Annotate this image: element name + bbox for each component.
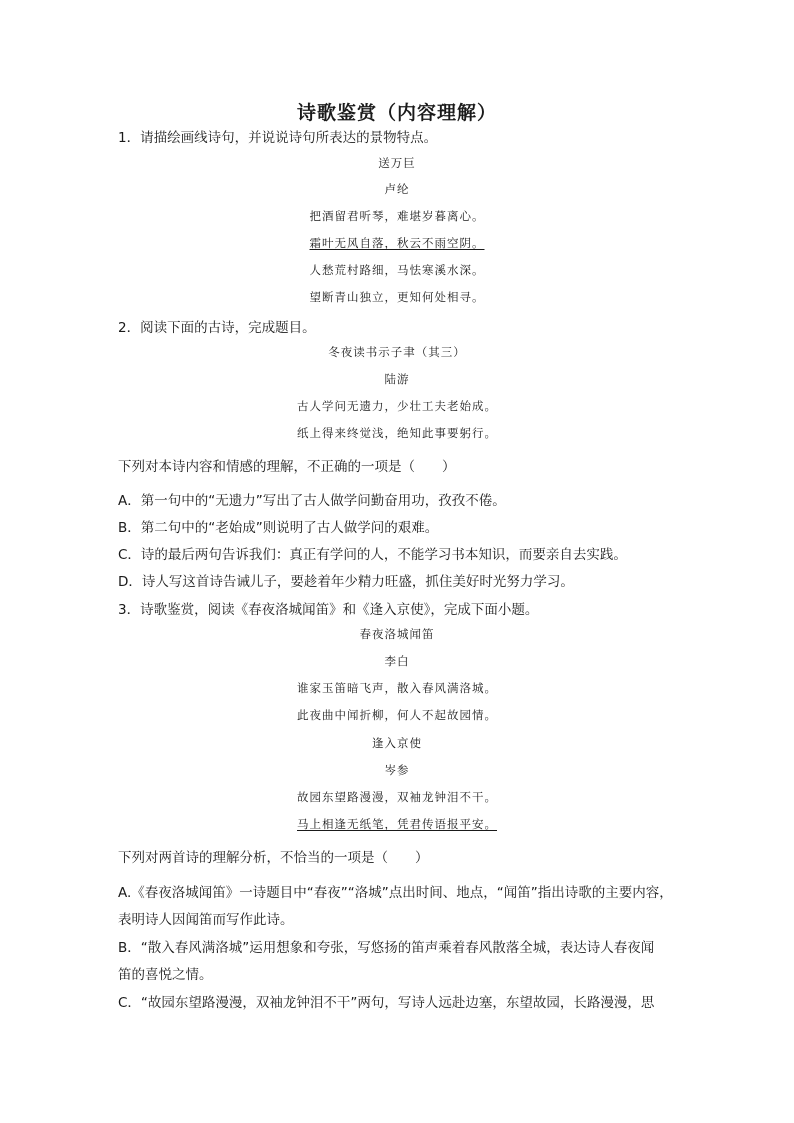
q3-option-c-line-1: C．“故园东望路漫漫，双袖龙钟泪不干”两句，写诗人远赴边塞，东望故园，长路漫漫，思 (118, 995, 655, 1011)
q2-poem-line-2: 纸上得来终觉浅，绝知此事要躬行。 (297, 426, 497, 440)
q3-poem2-line-1: 故园东望路漫漫，双袖龙钟泪不干。 (297, 790, 497, 804)
q1-line-3-a: 人愁荒村路细， (309, 263, 397, 277)
q1-poem-line-4 (0, 289, 794, 305)
q2-poem-author: 陆游 (384, 372, 410, 386)
q3-poem2-line-2-underlined (0, 816, 794, 832)
question-1-prompt: 1．请描绘画线诗句，并说说诗句所表达的景物特点。 (118, 130, 438, 146)
q1-poem-author: 卢纶 (384, 182, 410, 196)
q3-poem1-line-2: 此夜曲中闻折柳，何人不起故园情。 (297, 708, 497, 722)
q1-line-2-a-underlined: 霜叶无风自落， (309, 236, 397, 250)
q3-poem1-line-1: 谁家玉笛暗飞声，散入春风满洛城。 (297, 681, 497, 695)
q3-option-b-line-1: B．“散入春风满洛城”运用想象和夸张，写悠扬的笛声乘着春风散落全城，表达诗人春夜闻 (118, 940, 655, 956)
q2-poem-title: 冬夜读书示子聿（其三） (328, 345, 466, 359)
q1-line-2-b-underlined: 秋云不雨空阴。 (397, 236, 485, 250)
q1-line-1-b: 难堪岁暮离心。 (397, 209, 485, 223)
q1-line-1-a: 把酒留君听琴， (309, 209, 397, 223)
q2-option-b: B．第二句中的“老始成”则说明了古人做学问的艰难。 (118, 520, 439, 536)
question-3-prompt: 3．诗歌鉴赏，阅读《春夜洛城闻笛》和《逢入京使》，完成下面小题。 (118, 602, 539, 618)
q3-option-a-line-1: A.《春夜洛城闻笛》一诗题目中“春夜”“洛城”点出时间、地点，“闻笛”指出诗歌的主要内容， (118, 885, 673, 901)
q1-poem-line-2-underlined (0, 235, 794, 251)
q2-stem: 下列对本诗内容和情感的理解，不正确的一项是（ ） (118, 459, 456, 475)
q1-line-3-b: 马怯寒溪水深。 (397, 263, 485, 277)
q3-poem2-title: 逢入京使 (372, 736, 422, 750)
q3-poem1-author: 李白 (384, 654, 410, 668)
q1-line-4-a: 望断青山独立， (309, 290, 397, 304)
q3-stem: 下列对两首诗的理解分析，不恰当的一项是（ ） (118, 850, 429, 866)
q1-line-4-b: 更知何处相寻。 (397, 290, 485, 304)
q1-poem-line-3 (0, 262, 794, 278)
q3-option-b-line-2: 笛的喜悦之情。 (118, 967, 213, 983)
q2-poem-line-1: 古人学问无遗力，少壮工夫老始成。 (297, 399, 497, 413)
q3-poem2-line-2-text: 马上相逢无纸笔，凭君传语报平安。 (297, 817, 497, 831)
q1-poem-title: 送万巨 (378, 156, 416, 170)
q2-option-d: D．诗人写这首诗告诫儿子，要趁着年少精力旺盛，抓住美好时光努力学习。 (118, 574, 574, 590)
page-title: 诗歌鉴赏（内容理解） (296, 102, 497, 124)
q2-option-a: A．第一句中的“无遗力”写出了古人做学问勤奋用功，孜孜不倦。 (118, 493, 506, 509)
q2-option-c: C．诗的最后两句告诉我们：真正有学问的人，不能学习书本知识，而要亲自去实践。 (118, 547, 627, 563)
question-2-prompt: 2．阅读下面的古诗，完成题目。 (118, 320, 316, 336)
q3-option-a-line-2: 表明诗人因闻笛而写作此诗。 (118, 912, 294, 928)
q3-poem2-author: 岑参 (384, 763, 410, 777)
q3-poem1-title: 春夜洛城闻笛 (359, 627, 435, 641)
q1-poem-line-1 (0, 208, 794, 224)
